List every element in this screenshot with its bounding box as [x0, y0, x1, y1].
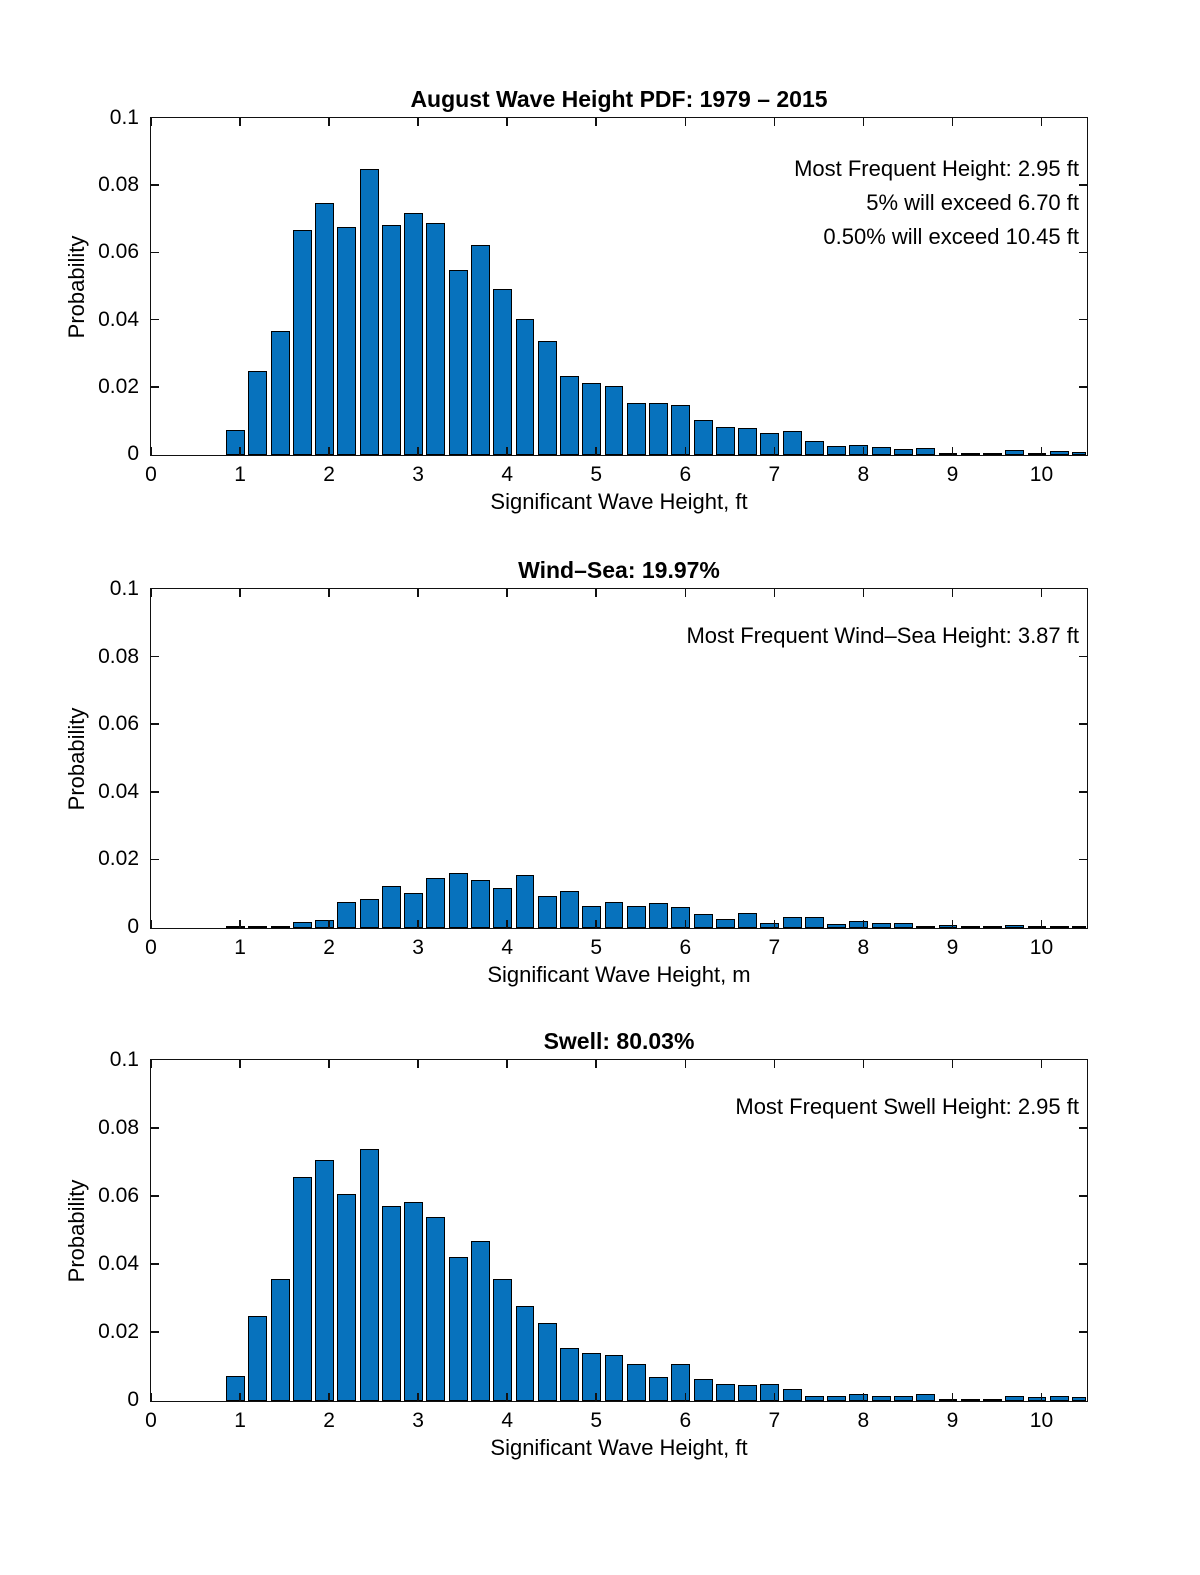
- x-tick-mark: [863, 118, 865, 126]
- y-tick-label: 0.08: [98, 1116, 139, 1139]
- x-tick-mark: [685, 1060, 687, 1068]
- histogram-bar: [783, 917, 802, 928]
- histogram-bar: [983, 1399, 1002, 1401]
- histogram-bar: [271, 1279, 290, 1401]
- histogram-bar: [382, 225, 401, 455]
- histogram-bar: [1005, 925, 1024, 928]
- histogram-bar: [760, 433, 779, 455]
- x-tick-label: 5: [590, 1409, 603, 1432]
- histogram-bar: [493, 888, 512, 928]
- annotation-most-frequent-wind-sea: Most Frequent Wind–Sea Height: 3.87 ft: [686, 623, 1079, 648]
- histogram-bar: [827, 924, 846, 928]
- y-tick-label: 0: [127, 442, 139, 465]
- y-tick-mark: [1079, 184, 1087, 186]
- annotation-05pct-exceed: 0.50% will exceed 10.45 ft: [823, 224, 1079, 249]
- x-tick-label: 9: [946, 1409, 959, 1432]
- histogram-bar: [1005, 450, 1024, 455]
- x-tick-label: 3: [412, 463, 424, 486]
- y-tick-mark: [1079, 386, 1087, 388]
- annotation-most-frequent-swell: Most Frequent Swell Height: 2.95 ft: [735, 1094, 1079, 1119]
- histogram-bar: [627, 906, 646, 928]
- histogram-bar: [961, 926, 980, 928]
- histogram-bar: [360, 899, 379, 928]
- x-tick-mark: [685, 1393, 687, 1401]
- histogram-bar: [671, 907, 690, 928]
- histogram-bar: [671, 405, 690, 455]
- histogram-bar: [916, 926, 935, 928]
- x-tick-mark: [1041, 1393, 1043, 1401]
- x-tick-mark: [774, 447, 776, 455]
- histogram-bar: [426, 878, 445, 928]
- y-tick-mark: [1079, 1195, 1087, 1197]
- histogram-bar: [471, 880, 490, 928]
- annotation-most-frequent-height: Most Frequent Height: 2.95 ft: [794, 156, 1079, 181]
- x-tick-mark: [774, 118, 776, 126]
- y-tick-mark: [151, 319, 159, 321]
- x-tick-mark: [595, 920, 597, 928]
- x-tick-label: 9: [946, 463, 959, 486]
- histogram-bar: [605, 386, 624, 455]
- x-tick-label: 3: [412, 1409, 424, 1432]
- histogram-bar: [894, 1396, 913, 1401]
- x-tick-label: 0: [145, 936, 157, 959]
- x-tick-mark: [506, 447, 508, 455]
- x-tick-label: 1: [234, 936, 246, 959]
- histogram-bar: [382, 886, 401, 928]
- x-tick-mark: [417, 589, 419, 597]
- y-tick-label: 0.08: [98, 173, 139, 197]
- histogram-bar: [516, 1306, 535, 1401]
- histogram-bar: [293, 1177, 312, 1401]
- histogram-bar: [694, 420, 713, 455]
- histogram-bar: [582, 1353, 601, 1401]
- histogram-bar: [248, 1316, 267, 1401]
- histogram-bar: [783, 1389, 802, 1401]
- x-tick-mark: [595, 1060, 597, 1068]
- histogram-bar: [872, 447, 891, 455]
- x-tick-mark: [506, 1060, 508, 1068]
- y-tick-mark: [151, 184, 159, 186]
- x-tick-mark: [1041, 118, 1043, 126]
- y-tick-mark: [1079, 252, 1087, 254]
- histogram-bar: [738, 428, 757, 455]
- histogram-bar: [849, 1394, 868, 1401]
- histogram-bar: [627, 403, 646, 455]
- x-tick-mark: [863, 1060, 865, 1068]
- x-tick-label: 1: [234, 1409, 246, 1432]
- histogram-bar: [560, 891, 579, 928]
- histogram-bar: [627, 1364, 646, 1401]
- histogram-bar: [805, 917, 824, 928]
- x-tick-label: 8: [857, 463, 870, 486]
- y-axis-label-august-pdf: Probability: [64, 235, 89, 338]
- y-tick-label: 0.06: [98, 1184, 139, 1207]
- histogram-bar: [1072, 452, 1086, 455]
- histogram-bar: [226, 430, 245, 455]
- x-tick-mark: [239, 118, 241, 126]
- histogram-bar: [560, 1348, 579, 1401]
- x-tick-mark: [952, 1393, 954, 1401]
- y-tick-mark: [151, 1195, 159, 1197]
- x-tick-mark: [685, 118, 687, 126]
- histogram-bar: [1072, 926, 1086, 928]
- y-tick-label: 0.02: [98, 374, 139, 398]
- x-tick-mark: [863, 589, 865, 597]
- x-tick-label: 5: [590, 463, 603, 486]
- x-tick-label: 4: [501, 1409, 514, 1432]
- x-tick-mark: [417, 920, 419, 928]
- histogram-bar: [337, 902, 356, 928]
- x-tick-mark: [150, 920, 152, 928]
- x-tick-mark: [595, 447, 597, 455]
- histogram-bar: [226, 926, 245, 928]
- histogram-bar: [516, 875, 535, 928]
- histogram-bar: [605, 902, 624, 928]
- x-tick-mark: [328, 1393, 330, 1401]
- histogram-bar: [538, 341, 557, 455]
- histogram-bar: [582, 383, 601, 455]
- chart-title-swell: Swell: 80.03%: [543, 1028, 695, 1054]
- histogram-bar: [849, 921, 868, 928]
- histogram-bar: [493, 1279, 512, 1401]
- histogram-bar: [1028, 453, 1047, 455]
- histogram-bar: [961, 1399, 980, 1401]
- y-tick-mark: [151, 656, 159, 658]
- histogram-bar: [694, 914, 713, 928]
- histogram-bar: [1050, 1396, 1069, 1401]
- histogram-bar: [315, 920, 334, 928]
- x-tick-mark: [774, 1060, 776, 1068]
- x-tick-mark: [952, 118, 954, 126]
- histogram-bar: [939, 925, 958, 928]
- histogram-bar: [849, 445, 868, 455]
- plot-area-august-pdf: [98, 106, 1088, 486]
- histogram-bar: [449, 1257, 468, 1402]
- histogram-bar: [248, 926, 267, 928]
- x-tick-mark: [150, 1393, 152, 1401]
- histogram-bar: [805, 1396, 824, 1401]
- y-tick-label: 0: [127, 1388, 139, 1411]
- x-tick-label: 4: [501, 463, 514, 486]
- annotation-5pct-exceed: 5% will exceed 6.70 ft: [866, 190, 1079, 215]
- x-tick-mark: [506, 589, 508, 597]
- chart-title-wind-sea: Wind–Sea: 19.97%: [518, 557, 720, 583]
- histogram-bar: [404, 893, 423, 928]
- histogram-bar: [315, 1160, 334, 1401]
- x-tick-mark: [150, 447, 152, 455]
- histogram-bar: [872, 1396, 891, 1401]
- histogram-bar: [449, 270, 468, 455]
- chart-title-august-pdf: August Wave Height PDF: 1979 – 2015: [410, 86, 828, 112]
- histogram-bar: [872, 923, 891, 928]
- x-tick-mark: [1041, 447, 1043, 455]
- histogram-bar: [783, 431, 802, 455]
- x-axis-label-august-pdf: Significant Wave Height, ft: [490, 489, 748, 514]
- x-tick-mark: [239, 1393, 241, 1401]
- x-tick-mark: [150, 118, 152, 126]
- y-tick-mark: [151, 1331, 159, 1333]
- y-tick-mark: [1079, 656, 1087, 658]
- x-tick-label: 10: [1029, 463, 1054, 486]
- x-tick-mark: [685, 920, 687, 928]
- x-tick-mark: [417, 447, 419, 455]
- x-tick-label: 2: [323, 1409, 335, 1432]
- y-axis-label-swell: Probability: [64, 1179, 89, 1282]
- x-tick-label: 6: [679, 936, 692, 959]
- y-tick-mark: [1079, 723, 1087, 725]
- histogram-bar: [404, 213, 423, 455]
- histogram-bar: [426, 223, 445, 455]
- x-tick-mark: [595, 118, 597, 126]
- histogram-bar: [226, 1376, 245, 1402]
- histogram-bar: [538, 1323, 557, 1401]
- x-tick-mark: [952, 589, 954, 597]
- x-tick-mark: [774, 589, 776, 597]
- x-tick-mark: [239, 1060, 241, 1068]
- histogram-bar: [983, 453, 1002, 455]
- histogram-bar: [493, 289, 512, 455]
- annotation-block-august-pdf: [794, 152, 1079, 254]
- y-tick-mark: [1079, 1127, 1087, 1129]
- x-axis-label-swell: Significant Wave Height, ft: [490, 1435, 748, 1460]
- histogram-bar: [315, 203, 334, 455]
- y-tick-mark: [1079, 859, 1087, 861]
- histogram-bar: [248, 371, 267, 455]
- histogram-bar: [560, 376, 579, 455]
- x-tick-label: 7: [768, 1409, 781, 1432]
- histogram-bar: [694, 1379, 713, 1401]
- y-tick-mark: [151, 252, 159, 254]
- histogram-bar: [360, 169, 379, 455]
- histogram-bar: [1005, 1396, 1024, 1401]
- histogram-bar: [716, 427, 735, 455]
- histogram-bar: [939, 1399, 958, 1401]
- y-tick-label: 0: [127, 915, 139, 938]
- histogram-bar: [827, 1396, 846, 1401]
- x-tick-label: 9: [946, 936, 959, 959]
- x-tick-label: 6: [679, 1409, 692, 1432]
- histogram-bar: [671, 1364, 690, 1401]
- x-tick-label: 10: [1029, 936, 1054, 959]
- histogram-bar: [1028, 926, 1047, 928]
- y-tick-mark: [1079, 1331, 1087, 1333]
- histogram-bar: [827, 446, 846, 455]
- x-tick-label: 1: [234, 463, 246, 486]
- y-tick-mark: [151, 723, 159, 725]
- histogram-bar: [605, 1355, 624, 1401]
- histogram-bar: [1028, 1397, 1047, 1401]
- x-tick-label: 8: [857, 936, 870, 959]
- x-tick-mark: [150, 1060, 152, 1068]
- y-tick-label: 0.06: [98, 712, 139, 736]
- x-tick-mark: [417, 1060, 419, 1068]
- x-tick-label: 2: [323, 463, 335, 486]
- histogram-bar: [1072, 1397, 1086, 1401]
- x-tick-mark: [328, 920, 330, 928]
- x-tick-mark: [328, 447, 330, 455]
- histogram-bar: [582, 906, 601, 928]
- histogram-bar: [738, 913, 757, 928]
- y-tick-label: 0.1: [109, 106, 139, 129]
- x-tick-mark: [239, 447, 241, 455]
- histogram-bar: [426, 1217, 445, 1401]
- x-tick-label: 0: [145, 463, 157, 486]
- y-tick-label: 0.1: [109, 577, 139, 600]
- y-tick-label: 0.02: [98, 1320, 139, 1343]
- histogram-bar: [716, 1384, 735, 1401]
- x-tick-mark: [774, 1393, 776, 1401]
- x-tick-mark: [595, 589, 597, 597]
- x-tick-label: 3: [412, 936, 424, 959]
- histogram-bar: [360, 1149, 379, 1401]
- y-tick-mark: [1079, 1263, 1087, 1265]
- y-tick-mark: [151, 1127, 159, 1129]
- histogram-bar: [271, 926, 290, 928]
- histogram-bar: [337, 1194, 356, 1401]
- x-tick-mark: [150, 589, 152, 597]
- histogram-bar: [382, 1206, 401, 1402]
- y-tick-mark: [1079, 319, 1087, 321]
- histogram-bar: [894, 923, 913, 928]
- y-tick-label: 0.04: [98, 1252, 139, 1275]
- histogram-bar: [716, 919, 735, 928]
- plot-area-swell: [98, 1048, 1088, 1432]
- y-tick-label: 0.02: [98, 847, 139, 871]
- x-tick-mark: [952, 920, 954, 928]
- x-tick-mark: [1041, 920, 1043, 928]
- y-tick-mark: [151, 859, 159, 861]
- x-tick-mark: [863, 1393, 865, 1401]
- histogram-bar: [1050, 926, 1069, 928]
- x-tick-mark: [863, 920, 865, 928]
- y-tick-mark: [151, 1263, 159, 1265]
- x-tick-mark: [417, 118, 419, 126]
- histogram-bar: [805, 441, 824, 455]
- histogram-bar: [649, 403, 668, 455]
- x-tick-mark: [1041, 1060, 1043, 1068]
- histogram-bar: [649, 903, 668, 928]
- x-tick-label: 8: [857, 1409, 870, 1432]
- x-tick-label: 6: [679, 463, 692, 486]
- x-tick-mark: [328, 589, 330, 597]
- x-tick-mark: [506, 920, 508, 928]
- x-tick-label: 10: [1029, 1409, 1054, 1432]
- x-tick-mark: [685, 447, 687, 455]
- histogram-bar: [449, 873, 468, 928]
- x-tick-mark: [863, 447, 865, 455]
- x-tick-label: 0: [145, 1409, 157, 1432]
- x-tick-mark: [239, 589, 241, 597]
- x-tick-label: 7: [768, 463, 781, 486]
- histogram-bar: [293, 922, 312, 928]
- histogram-bar: [760, 923, 779, 928]
- y-tick-label: 0.06: [98, 240, 139, 264]
- histogram-bar: [404, 1202, 423, 1401]
- y-axis-label-wind-sea: Probability: [64, 707, 89, 810]
- histogram-bar: [337, 227, 356, 455]
- histogram-bar: [983, 926, 1002, 928]
- histogram-bar: [961, 453, 980, 455]
- y-tick-label: 0.04: [98, 779, 139, 803]
- x-tick-mark: [595, 1393, 597, 1401]
- histogram-bar: [471, 1241, 490, 1401]
- x-tick-mark: [774, 920, 776, 928]
- histogram-bar: [516, 319, 535, 455]
- annotation-block-swell: [735, 1090, 1079, 1124]
- x-tick-label: 5: [590, 936, 603, 959]
- histogram-bar: [293, 230, 312, 455]
- x-tick-mark: [328, 118, 330, 126]
- x-tick-label: 4: [501, 936, 514, 959]
- histogram-bar: [1050, 451, 1069, 455]
- annotation-block-wind-sea: [686, 619, 1079, 653]
- x-tick-mark: [239, 920, 241, 928]
- y-tick-mark: [1079, 791, 1087, 793]
- histogram-bar: [894, 449, 913, 455]
- x-tick-mark: [506, 1393, 508, 1401]
- x-tick-label: 2: [323, 936, 335, 959]
- x-tick-mark: [952, 447, 954, 455]
- y-tick-label: 0.1: [109, 1048, 139, 1071]
- histogram-bar: [916, 1394, 935, 1401]
- histogram-bar: [939, 453, 958, 455]
- y-tick-label: 0.04: [98, 307, 139, 331]
- x-tick-mark: [1041, 589, 1043, 597]
- histogram-bar: [271, 331, 290, 455]
- histogram-bar: [649, 1377, 668, 1401]
- x-tick-mark: [328, 1060, 330, 1068]
- histogram-bar: [738, 1385, 757, 1401]
- y-tick-label: 0.08: [98, 644, 139, 668]
- y-tick-mark: [151, 791, 159, 793]
- y-tick-mark: [151, 386, 159, 388]
- x-axis-label-wind-sea: Significant Wave Height, m: [487, 962, 751, 987]
- x-tick-label: 7: [768, 936, 781, 959]
- histogram-bar: [471, 245, 490, 455]
- x-tick-mark: [506, 118, 508, 126]
- x-tick-mark: [417, 1393, 419, 1401]
- histogram-bar: [538, 896, 557, 928]
- x-tick-mark: [952, 1060, 954, 1068]
- histogram-bar: [916, 448, 935, 455]
- x-tick-mark: [685, 589, 687, 597]
- histogram-bar: [760, 1384, 779, 1401]
- plot-area-wind-sea: [98, 577, 1088, 959]
